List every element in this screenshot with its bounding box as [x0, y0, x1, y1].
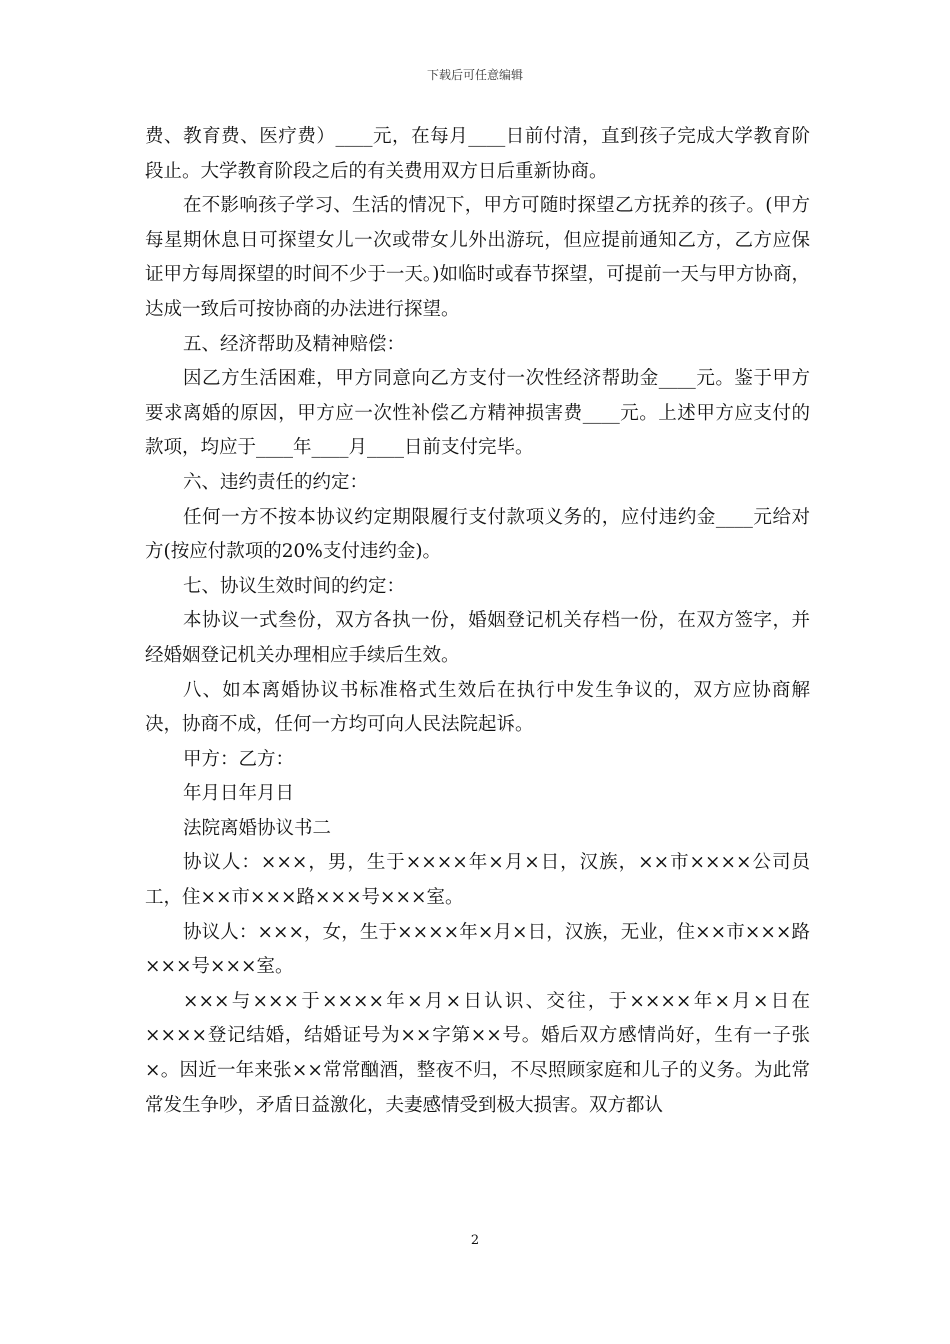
section-heading: 六、违约责任的约定： — [183, 471, 369, 493]
paragraph: 在不影响孩子学习、生活的情况下，甲方可随时探望乙方抚养的孩子。(甲方每星期休息日可探望女儿一次或带女儿外出游玩，但应提前通知乙方，乙方应保证甲方每周探望的时间不少于一天。)如临时或春节探望，可提前一天与甲方协商，达成一致后可按协商的办法进行探望。 — [145, 195, 810, 320]
paragraph: ×××与×××于××××年×月×日认识、交往，于××××年×月×日在××××登记结婚，结婚证号为××字第××号。婚后双方感情尚好，生有一子张×。因近一年来张××常常酗酒，整夜不归，不尽照顾家庭和儿子的义务。为此常常发生争吵，矛盾日益激化，夫妻感情受到极大损害。双方都认 — [145, 990, 810, 1116]
document-title: 法院离婚协议书二 — [183, 817, 332, 839]
document-body — [145, 120, 810, 1123]
date-line: 年月日年月日 — [183, 783, 295, 805]
section-heading: 五、经济帮助及精神赔偿： — [183, 333, 406, 355]
paragraph: 协议人：×××，女，生于××××年×月×日，汉族，无业，住××市×××路×××号×××室。 — [145, 921, 810, 978]
paragraph: 八、如本离婚协议书标准格式生效后在执行中发生争议的，双方应协商解决，协商不成，任何一方均可向人民法院起诉。 — [145, 679, 810, 736]
paragraph: 费、教育费、医疗费）____元，在每月____日前付清，直到孩子完成大学教育阶段止。大学教育阶段之后的有关费用双方日后重新协商。 — [145, 126, 810, 182]
paragraph: 任何一方不按本协议约定期限履行支付款项义务的，应付违约金____元给对方(按应付款项的20%支付违约金)。 — [145, 506, 810, 563]
paragraph: 协议人：×××，男，生于××××年×月×日，汉族，××市××××公司员工，住××市×××路×××号×××室。 — [145, 852, 810, 909]
page-number: 2 — [470, 1233, 480, 1248]
paragraph: 因乙方生活困难，甲方同意向乙方支付一次性经济帮助金____元。鉴于甲方要求离婚的原因，甲方应一次性补偿乙方精神损害费____元。上述甲方应支付的款项，均应于____年____月____日前支付完毕。 — [145, 368, 810, 459]
signature-line: 甲方：乙方： — [183, 748, 295, 770]
section-heading: 七、协议生效时间的约定： — [183, 575, 406, 597]
paragraph: 本协议一式叁份，双方各执一份，婚姻登记机关存档一份，在双方签字，并经婚姻登记机关办理相应手续后生效。 — [145, 610, 810, 666]
page-header: 下载后可任意编辑 — [426, 68, 523, 82]
